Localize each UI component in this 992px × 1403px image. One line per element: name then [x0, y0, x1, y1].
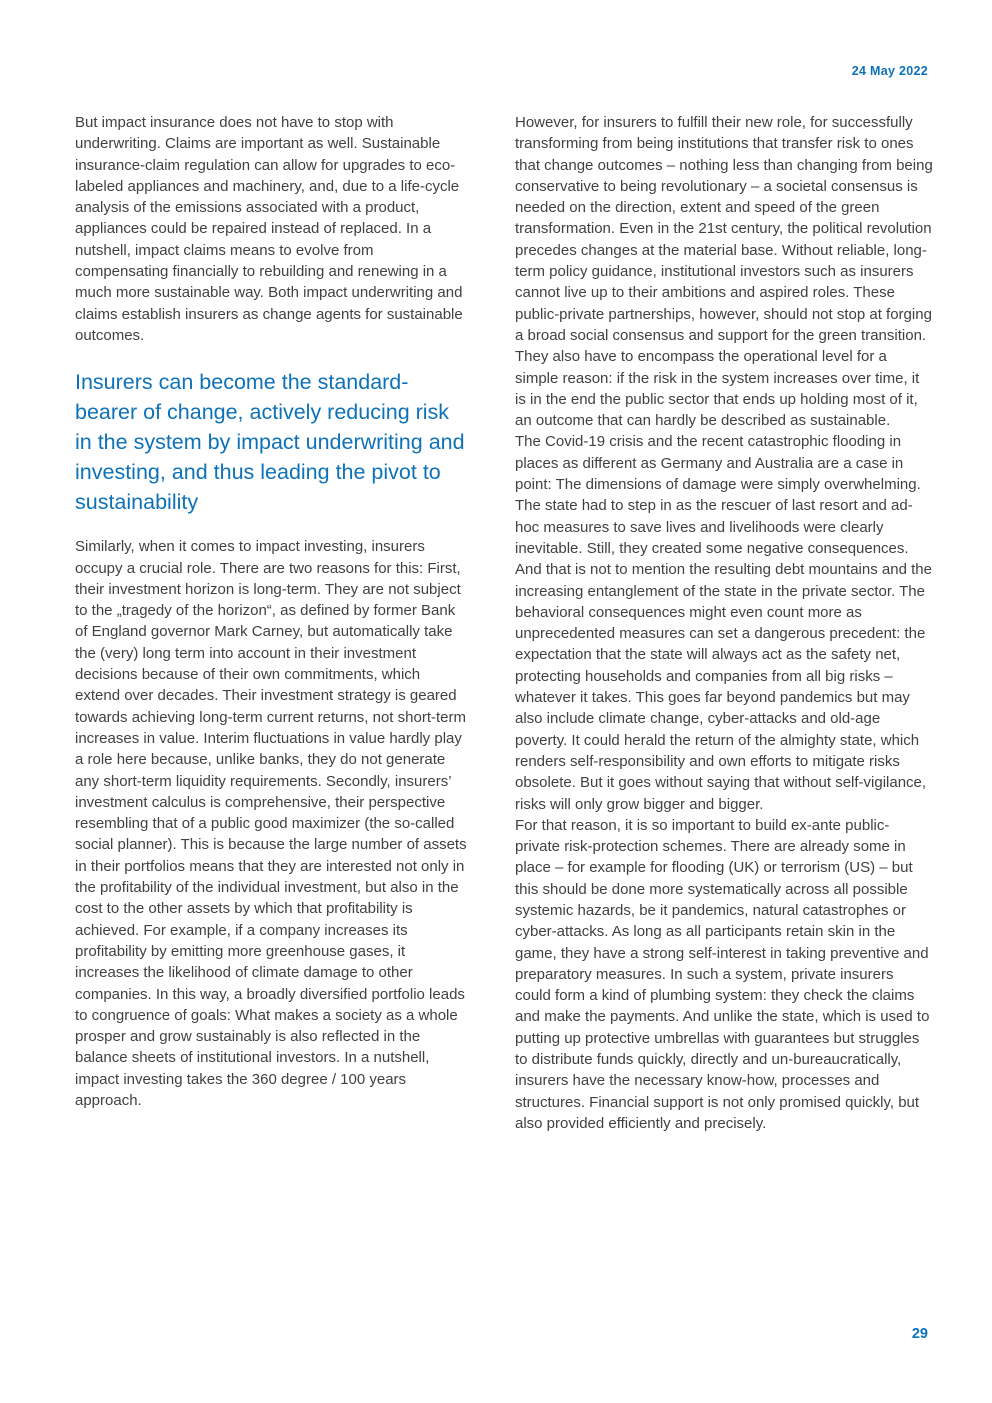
paragraph-impact-investing: Similarly, when it comes to impact investing, insurers occupy a crucial role. There are two reasons for this: First, their investment horizon is long-term. They are not subject to the „tragedy of the horizon“, as defined by former Bank of England governor Mark Carney, but automatically take the (very) long term into account in their investment decisions because of their own commitments, which extend over decades. Their investment strategy is geared towards achieving long-term current returns, not short-term increases in value. Interim fluctuations in value hardly play a role here because, unlike banks, they do not generate any short-term liquidity requirements. Secondly, insurers’ investment calculus is comprehensive, their perspective resembling that of a public good maximizer (the so-called social planner). This is because the large number of assets in their portfolios means that they are interested not only in the profitability of the individual investment, but also in the cost to the other assets by which that profitability is achieved. For example, if a company increases its profitability by emitting more greenhouse gases, it increases the likelihood of climate damage to other companies. In this way, a broadly diversified portfolio leads to congruence of goals: What makes a society as a whole prosper and grow sustainably is also reflected in the balance sheets of institutional investors. In a nutshell, impact investing takes the 360 degree / 100 years approach. [75, 538, 467, 1109]
pull-quote: Insurers can become the standard-bearer of change, actively reducing risk in the system by impact underwriting and investing, and thus leading the pivot to sustainability [75, 370, 465, 515]
right-column [515, 112, 933, 1134]
paragraph-risk-protection: For that reason, it is so important to build ex-ante public-private risk-protection schemes. There are already some in place – for example for flooding (UK) or terrorism (US) – but this should be done more systematically across all possible systemic hazards, be it pandemics, natural catastrophes or cyber-attacks. As long as all participants retain skin in the game, they have a strong self-interest in taking preventive and preparatory measures. In such a system, private insurers could form a kind of plumbing system: they check the claims and make the payments. And unlike the state, which is used to putting up protective umbrellas with guarantees but struggles to distribute funds quickly, directly and un-bureaucratically, insurers have the necessary know-how, processes and structures. Financial support is not only promised quickly, but also provided efficiently and precisely. [515, 816, 930, 1132]
paragraph-insurers-new-role: However, for insurers to fulfill their new role, for successfully transforming from being institutions that transfer risk to ones that change outcomes – nothing less than changing from being conservative to being revolutionary – a societal consensus is needed on the direction, extent and speed of the green transformation. Even in the 21st century, the political revolution precedes changes at the material base. Without reliable, long-term policy guidance, institutional investors such as insurers cannot live up to their ambitions and aspired roles. These public-private partnerships, however, should not stop at forging a broad social consensus and support for the green transition. They also have to encompass the operational level for a simple reason: if the risk in the system increases over time, it is in the end the public sector that ends up holding most of it, an outcome that can hardly be described as sustainable. [515, 114, 933, 430]
content-columns [75, 112, 933, 1134]
page-header [852, 62, 928, 80]
paragraph-covid-flooding: The Covid-19 crisis and the recent catastrophic flooding in places as different as Germany and Australia are a case in point: The dimensions of damage were simply overwhelming. The state had to step in as the rescuer of last resort and ad-hoc measures to save lives and livelihoods were clearly inevitable. Still, they created some negative consequences. And that is not to mention the resulting debt mountains and the increasing entanglement of the state in the private sector. The behavioral consequences might even count more as unprecedented measures can set a dangerous precedent: the expectation that the state will always act as the safety net, protecting households and companies from all big risks – whatever it takes. This goes far beyond pandemics but may also include climate change, cyber-attacks and old-age poverty. It could herald the return of the almighty state, which renders self-responsibility and own efforts to mitigate risks obsolete. But it goes without saying that without self-vigilance, risks will only grow bigger and bigger. [515, 433, 932, 813]
paragraph-impact-claims: But impact insurance does not have to stop with underwriting. Claims are important as well. Sustainable insurance-claim regulation can allow for upgrades to eco-labeled appliances and machinery, and, due to a life-cycle analysis of the emissions associated with a product, appliances could be repaired instead of replaced. In a nutshell, impact claims means to evolve from compensating financially to rebuilding and renewing in a much more sustainable way. Both impact underwriting and claims establish insurers as change agents for sustainable outcomes. [75, 114, 463, 344]
date-label: 24 May 2022 [851, 64, 928, 78]
page-footer [912, 1325, 928, 1343]
left-column [75, 112, 467, 1134]
page-number: 29 [911, 1326, 928, 1342]
